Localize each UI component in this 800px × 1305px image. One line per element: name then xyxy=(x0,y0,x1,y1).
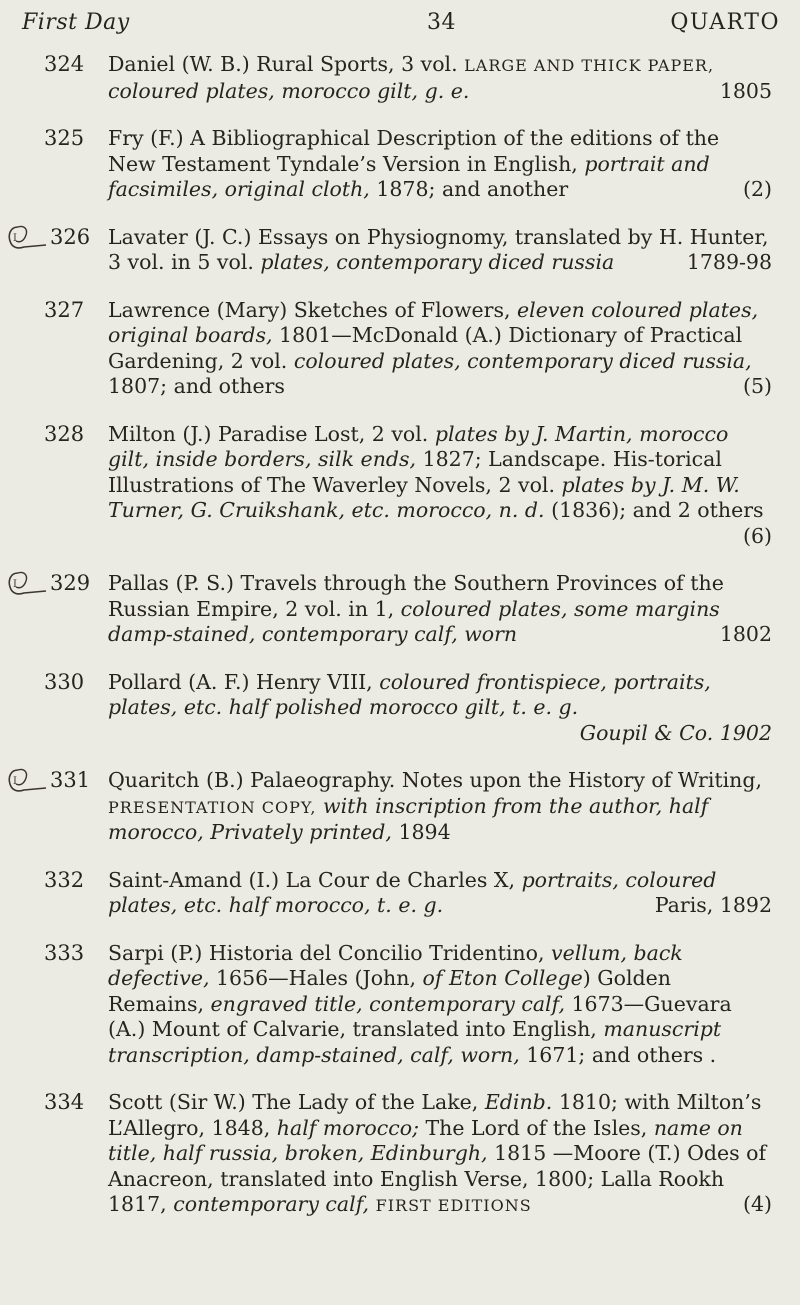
description-text: 1801—McDonald (A.) Dictionary of Practical Gardening, 2 vol. xyxy=(108,323,743,373)
lot-number: 325 xyxy=(44,126,85,150)
pointing-hand-icon xyxy=(4,567,48,599)
header-day: First Day xyxy=(22,10,130,35)
pointing-hand-icon xyxy=(4,764,48,796)
lot-date-or-count: (5) xyxy=(742,374,772,398)
lot-number: 328 xyxy=(44,421,85,446)
lot-date-or-count: Paris, 1892 xyxy=(654,893,772,917)
description-text: name on title, half russia, broken, Edinburgh, xyxy=(108,1115,743,1165)
description-text: LARGE AND THICK PAPER, xyxy=(464,56,715,75)
description-text: Quaritch (B.) Palaeography. Notes upon the History of Writing, xyxy=(108,768,763,792)
description-text: ) Golden Remains, xyxy=(108,966,671,1016)
lot-date-or-count: (6) xyxy=(742,523,772,548)
lot-description xyxy=(108,670,772,747)
lot-date-or-count: 1789-98 xyxy=(686,250,772,274)
description-text: manuscript transcription, damp-stained, calf, worn, xyxy=(108,1017,722,1067)
lot-date-or-count: 1805 xyxy=(719,78,772,103)
lot-description xyxy=(108,768,772,846)
description-text: 1656—Hales (John, xyxy=(209,966,423,990)
catalogue-entry xyxy=(0,52,800,104)
description-text: (1836); and 2 others xyxy=(544,498,764,522)
description-text: portraits, coloured plates, etc. half morocco, t. e. g. xyxy=(108,867,717,917)
description-text: 1673—Guevara (A.) Mount of Calvarie, translated into English, xyxy=(108,991,732,1041)
catalogue-entries xyxy=(0,52,800,1241)
lot-number: 331 xyxy=(50,768,91,792)
catalogue-entry xyxy=(0,225,800,276)
description-text: 1827; Landscape. His-torical Illustrations of The Waverley Novels, 2 vol. xyxy=(108,447,722,497)
description-text: contemporary calf, xyxy=(173,1192,370,1216)
description-text: of Eton College xyxy=(422,966,583,990)
description-text: PRESENTATION COPY, xyxy=(108,797,317,817)
description-text: Scott (Sir W.) The Lady of the Lake, xyxy=(108,1090,485,1114)
description-text: 1894 xyxy=(391,820,451,844)
description-text: coloured plates, morocco gilt, g. e. xyxy=(108,78,470,103)
description-text: with inscription from the author, half morocco, Privately printed, xyxy=(108,793,709,844)
lot-date-or-count: 1802 xyxy=(719,622,772,646)
lot-number: 329 xyxy=(50,571,91,595)
catalogue-entry xyxy=(0,941,800,1069)
description-text: Lawrence (Mary) Sketches of Flowers, xyxy=(108,297,518,322)
description-text: The Lord of the Isles, xyxy=(418,1115,654,1140)
catalogue-entry xyxy=(0,126,800,203)
lot-number: 324 xyxy=(44,52,85,76)
lot-number: 330 xyxy=(44,669,85,694)
lot-description xyxy=(108,126,772,203)
catalogue-entry xyxy=(0,670,800,747)
description-text: coloured plates, some margins damp-stained, contemporary calf, worn xyxy=(108,596,720,646)
lot-number: 326 xyxy=(50,224,91,249)
lot-description xyxy=(108,941,772,1069)
catalogue-entry xyxy=(0,868,800,919)
catalogue-entry xyxy=(0,571,800,648)
description-text: Daniel (W. B.) Rural Sports, 3 vol. xyxy=(108,52,465,76)
description-text: portrait and facsimiles, original cloth, xyxy=(108,151,710,201)
page-number: 34 xyxy=(427,10,456,35)
description-text: eleven coloured plates, original boards, xyxy=(108,297,759,347)
description-text: plates by J. M. W. Turner, G. Cruikshank, etc. morocco, n. d. xyxy=(108,472,740,522)
description-text: FIRST EDITIONS xyxy=(375,1196,532,1215)
header-format: QUARTO xyxy=(670,10,780,35)
svg-text:I: I xyxy=(13,579,17,590)
svg-text:I: I xyxy=(13,232,17,244)
description-text: 1807; and others xyxy=(108,374,285,398)
lot-description xyxy=(108,571,772,648)
lot-number: 333 xyxy=(44,940,85,965)
description-text: 1671; and others . xyxy=(519,1042,717,1067)
description-text: engraved title, contemporary calf, xyxy=(210,991,565,1016)
description-text: half morocco; xyxy=(276,1115,419,1140)
page-header xyxy=(22,10,780,40)
lot-date-or-count: (4) xyxy=(742,1192,772,1216)
description-text: Milton (J.) Paradise Lost, 2 vol. xyxy=(108,421,435,446)
description-text: Pollard (A. F.) Henry VIII, xyxy=(108,669,380,694)
lot-description xyxy=(108,52,772,104)
lot-description xyxy=(108,422,772,550)
lot-description xyxy=(108,225,772,276)
lot-description xyxy=(108,298,772,400)
description-text: Lavater (J. C.) Essays on Physiognomy, translated by H. Hunter, 3 vol. in 5 vol. xyxy=(108,224,769,274)
description-text: plates by J. Martin, morocco gilt, inside borders, silk ends, xyxy=(108,421,729,471)
lot-description xyxy=(108,868,772,919)
catalogue-entry xyxy=(0,422,800,550)
pointing-hand-icon xyxy=(4,221,48,253)
description-text: Edinb. xyxy=(484,1090,553,1114)
description-text: Saint-Amand (I.) La Cour de Charles X, xyxy=(108,867,522,892)
catalogue-entry xyxy=(0,768,800,846)
description-text: 1878; and another xyxy=(369,177,569,201)
lot-number: 334 xyxy=(44,1090,85,1114)
description-text: coloured frontispiece, portraits, plates, etc. half polished morocco gilt, t. e. g. xyxy=(108,669,711,719)
svg-text:I: I xyxy=(13,776,17,787)
lot-date-or-count: (2) xyxy=(742,177,772,201)
lot-number: 327 xyxy=(44,297,85,322)
description-text: Pallas (P. S.) Travels through the Southern Provinces of the Russian Empire, 2 vol. in 1, xyxy=(108,571,724,621)
catalogue-entry xyxy=(0,1090,800,1219)
lot-description xyxy=(108,1090,772,1219)
description-text: Sarpi (P.) Historia del Concilio Tridentino, xyxy=(108,940,551,965)
description-text: plates, contemporary diced russia xyxy=(260,250,615,274)
lot-number: 332 xyxy=(44,867,85,892)
description-text: coloured plates, contemporary diced russia, xyxy=(293,348,752,373)
lot-imprint: Goupil & Co. 1902 xyxy=(579,720,772,745)
description-text: 1815 —Moore (T.) Odes of Anacreon, translated into English Verse, 1800; Lalla Rookh 1817, xyxy=(108,1141,767,1216)
catalogue-entry xyxy=(0,298,800,400)
description-text: Fry (F.) A Bibliographical Description of the editions of the New Testament Tyndale’s Version in English, xyxy=(108,126,720,176)
description-text: vellum, back defective, xyxy=(108,940,683,990)
description-text: 1810; with Milton’s L’Allegro, 1848, xyxy=(108,1090,762,1140)
